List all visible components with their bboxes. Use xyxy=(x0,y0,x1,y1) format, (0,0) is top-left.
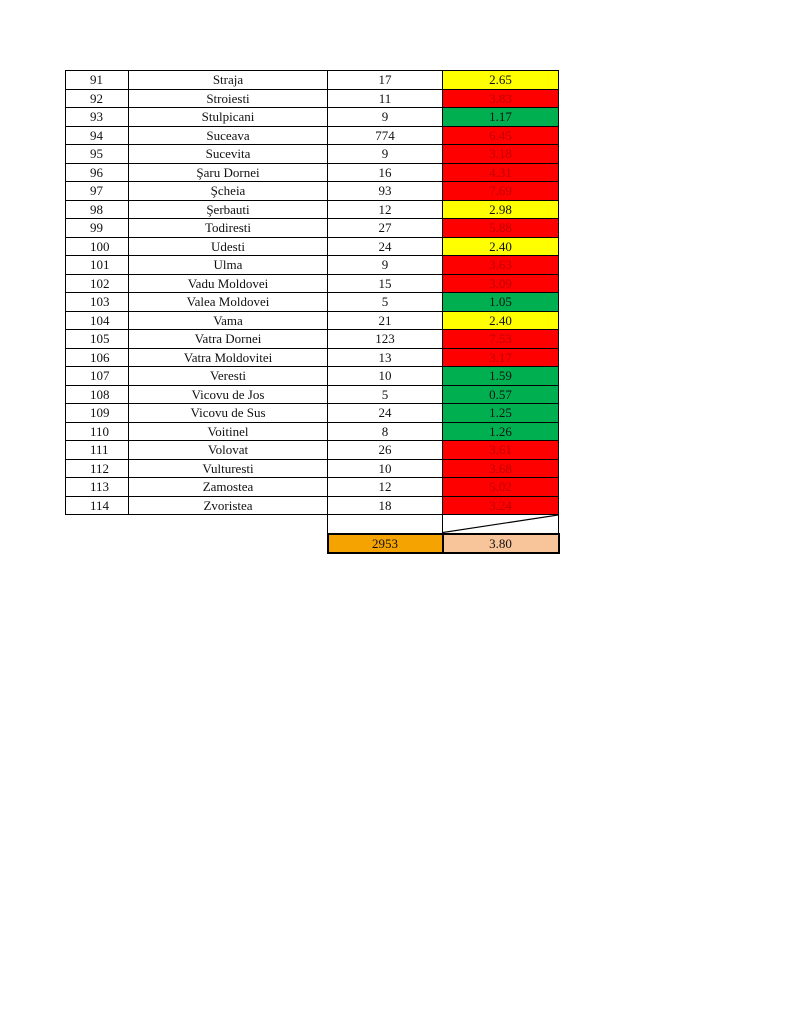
blank-row xyxy=(66,515,559,534)
row-number-cell: 110 xyxy=(66,422,129,441)
count-cell: 24 xyxy=(328,404,443,423)
rate-cell: 1.17 xyxy=(443,108,559,127)
locality-name-cell: Stulpicani xyxy=(129,108,328,127)
locality-name-cell: Şerbauti xyxy=(129,200,328,219)
row-number-cell: 114 xyxy=(66,496,129,515)
locality-name-cell: Vatra Moldovitei xyxy=(129,348,328,367)
rate-cell: 3.83 xyxy=(443,89,559,108)
table-row xyxy=(66,404,559,423)
table-row xyxy=(66,108,559,127)
row-number-cell: 98 xyxy=(66,200,129,219)
diagonal-line xyxy=(443,515,558,533)
count-cell: 12 xyxy=(328,200,443,219)
locality-name-cell: Ulma xyxy=(129,256,328,275)
locality-name-cell: Straja xyxy=(129,71,328,90)
empty-cell xyxy=(66,515,129,534)
rate-cell: 2.98 xyxy=(443,200,559,219)
table-footer xyxy=(66,515,559,554)
count-cell: 18 xyxy=(328,496,443,515)
count-cell: 774 xyxy=(328,126,443,145)
count-cell: 16 xyxy=(328,163,443,182)
locality-name-cell: Vicovu de Sus xyxy=(129,404,328,423)
locality-name-cell: Stroiesti xyxy=(129,89,328,108)
count-cell: 5 xyxy=(328,293,443,312)
table-row xyxy=(66,348,559,367)
rate-cell: 1.25 xyxy=(443,404,559,423)
rate-cell: 0.57 xyxy=(443,385,559,404)
rate-cell: 1.59 xyxy=(443,367,559,386)
row-number-cell: 104 xyxy=(66,311,129,330)
count-cell: 21 xyxy=(328,311,443,330)
row-number-cell: 97 xyxy=(66,182,129,201)
rate-cell: 3.17 xyxy=(443,348,559,367)
count-cell: 9 xyxy=(328,108,443,127)
row-number-cell: 109 xyxy=(66,404,129,423)
table-row xyxy=(66,385,559,404)
count-cell: 9 xyxy=(328,256,443,275)
count-cell: 8 xyxy=(328,422,443,441)
count-cell: 13 xyxy=(328,348,443,367)
table-row xyxy=(66,71,559,90)
rate-cell: 4.31 xyxy=(443,163,559,182)
locality-name-cell: Voitinel xyxy=(129,422,328,441)
table-row xyxy=(66,237,559,256)
rate-cell: 5.02 xyxy=(443,478,559,497)
table-row xyxy=(66,459,559,478)
count-cell: 15 xyxy=(328,274,443,293)
row-number-cell: 103 xyxy=(66,293,129,312)
locality-name-cell: Vadu Moldovei xyxy=(129,274,328,293)
table-row xyxy=(66,311,559,330)
row-number-cell: 101 xyxy=(66,256,129,275)
row-number-cell: 108 xyxy=(66,385,129,404)
rate-cell: 7.69 xyxy=(443,182,559,201)
row-number-cell: 91 xyxy=(66,71,129,90)
rate-cell: 3.24 xyxy=(443,496,559,515)
table-row xyxy=(66,163,559,182)
row-number-cell: 100 xyxy=(66,237,129,256)
locality-name-cell: Vama xyxy=(129,311,328,330)
row-number-cell: 99 xyxy=(66,219,129,238)
table-body xyxy=(66,71,559,515)
table-row xyxy=(66,293,559,312)
row-number-cell: 107 xyxy=(66,367,129,386)
table-row xyxy=(66,145,559,164)
table-row xyxy=(66,256,559,275)
locality-name-cell: Şcheia xyxy=(129,182,328,201)
row-number-cell: 94 xyxy=(66,126,129,145)
row-number-cell: 106 xyxy=(66,348,129,367)
rate-cell: 3.63 xyxy=(443,256,559,275)
locality-name-cell: Udesti xyxy=(129,237,328,256)
table-row xyxy=(66,274,559,293)
locality-name-cell: Zvoristea xyxy=(129,496,328,515)
table-row xyxy=(66,219,559,238)
total-average-cell: 3.80 xyxy=(443,534,559,554)
spreadsheet-page xyxy=(65,70,560,554)
table-row xyxy=(66,330,559,349)
locality-name-cell: Veresti xyxy=(129,367,328,386)
row-number-cell: 113 xyxy=(66,478,129,497)
count-cell: 12 xyxy=(328,478,443,497)
count-cell: 10 xyxy=(328,459,443,478)
rate-cell: 5.88 xyxy=(443,219,559,238)
table-row xyxy=(66,200,559,219)
table-row xyxy=(66,89,559,108)
table-row xyxy=(66,422,559,441)
row-number-cell: 96 xyxy=(66,163,129,182)
rate-cell: 3.68 xyxy=(443,459,559,478)
locality-name-cell: Todiresti xyxy=(129,219,328,238)
count-cell: 93 xyxy=(328,182,443,201)
locality-name-cell: Vulturesti xyxy=(129,459,328,478)
rate-cell: 1.05 xyxy=(443,293,559,312)
locality-name-cell: Vatra Dornei xyxy=(129,330,328,349)
diagonal-cell xyxy=(443,515,559,534)
count-cell: 123 xyxy=(328,330,443,349)
count-cell: 10 xyxy=(328,367,443,386)
row-number-cell: 102 xyxy=(66,274,129,293)
locality-name-cell: Valea Moldovei xyxy=(129,293,328,312)
row-number-cell: 112 xyxy=(66,459,129,478)
rate-cell: 3.18 xyxy=(443,145,559,164)
table-row xyxy=(66,367,559,386)
locality-name-cell: Zamostea xyxy=(129,478,328,497)
total-count-cell: 2953 xyxy=(328,534,443,554)
rate-cell: 3.61 xyxy=(443,441,559,460)
locality-name-cell: Şaru Dornei xyxy=(129,163,328,182)
rate-cell: 3.09 xyxy=(443,274,559,293)
empty-count-cell xyxy=(328,515,443,534)
rate-cell: 1.26 xyxy=(443,422,559,441)
empty-cell xyxy=(66,534,129,554)
locality-name-cell: Suceava xyxy=(129,126,328,145)
rate-cell: 2.40 xyxy=(443,237,559,256)
locality-name-cell: Sucevita xyxy=(129,145,328,164)
locality-name-cell: Vicovu de Jos xyxy=(129,385,328,404)
row-number-cell: 105 xyxy=(66,330,129,349)
count-cell: 17 xyxy=(328,71,443,90)
row-number-cell: 95 xyxy=(66,145,129,164)
empty-cell xyxy=(129,515,328,534)
count-cell: 9 xyxy=(328,145,443,164)
table-row xyxy=(66,441,559,460)
count-cell: 11 xyxy=(328,89,443,108)
row-number-cell: 93 xyxy=(66,108,129,127)
rate-cell: 2.40 xyxy=(443,311,559,330)
table-row xyxy=(66,126,559,145)
count-cell: 5 xyxy=(328,385,443,404)
count-cell: 27 xyxy=(328,219,443,238)
row-number-cell: 92 xyxy=(66,89,129,108)
count-cell: 24 xyxy=(328,237,443,256)
rate-cell: 2.65 xyxy=(443,71,559,90)
rate-cell: 6.45 xyxy=(443,126,559,145)
data-table xyxy=(65,70,560,554)
row-number-cell: 111 xyxy=(66,441,129,460)
table-row xyxy=(66,496,559,515)
table-row xyxy=(66,478,559,497)
table-row xyxy=(66,182,559,201)
totals-row xyxy=(66,534,559,554)
rate-cell: 7.53 xyxy=(443,330,559,349)
count-cell: 26 xyxy=(328,441,443,460)
locality-name-cell: Volovat xyxy=(129,441,328,460)
empty-cell xyxy=(129,534,328,554)
